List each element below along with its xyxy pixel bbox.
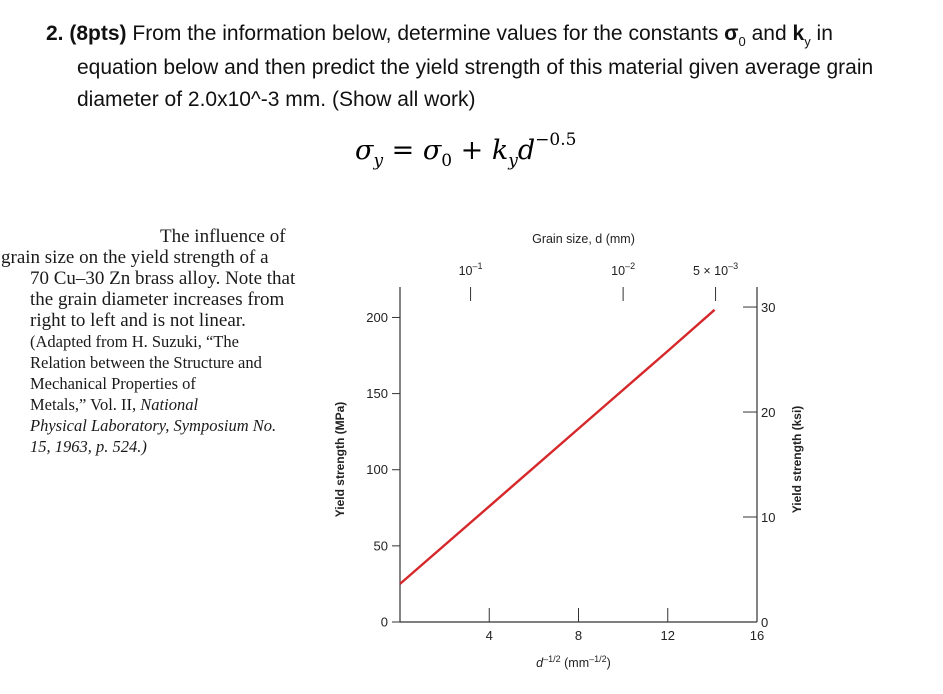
caption-line-3: 70 Cu–30 Zn brass alloy. Note that: [30, 268, 296, 289]
x-axis-label: $d^{-1/2}$ $(mm^{-1/2})$: [536, 654, 611, 670]
eq-lhs-sub: y: [373, 151, 384, 171]
caption-line-8: Mechanical Properties of: [30, 374, 196, 393]
eq-k-sub: y: [508, 151, 518, 171]
top-tick-label-2: $5 \times 10^{-3}$: [692, 261, 739, 278]
eq-lhs: σ: [355, 135, 374, 166]
y-tick-label-mpa-2: 100: [366, 462, 388, 478]
caption-line-5: right to left and is not linear.: [30, 310, 246, 331]
y-axis-label-left: Yield strength (MPa): [333, 401, 347, 518]
y-tick-label-ksi-2: 20: [761, 405, 776, 421]
sigma-subscript: 0: [738, 34, 746, 49]
eq-sigma0-sub: 0: [441, 151, 453, 171]
eq-plus-k: + k: [452, 135, 509, 166]
eq-exponent: −0.5: [535, 130, 577, 150]
caption-line-7: Relation between the Structure and: [30, 353, 262, 372]
y-tick-label-mpa-1: 50: [373, 538, 388, 554]
caption-line-10: Physical Laboratory, Symposium No.: [30, 416, 277, 435]
eq-d: d: [517, 135, 536, 166]
sigma-symbol: σ: [724, 22, 739, 45]
caption-line-11: 15, 1963, p. 524.): [30, 437, 147, 456]
question-text-1: From the information below, determine values for the constants: [126, 22, 725, 45]
y-tick-label-ksi-3: 30: [761, 300, 776, 316]
and-word: and: [745, 22, 793, 45]
question-line-3: diameter of 2.0x10^-3 mm. (Show all work): [77, 88, 476, 111]
x-tick-label-4: 16: [749, 628, 765, 643]
k-symbol: k: [792, 22, 805, 45]
top-axis-label: Grain size, d (mm): [532, 232, 635, 246]
series-line-0: [400, 310, 715, 584]
caption-line-6: (Adapted from H. Suzuki, “The: [30, 332, 239, 351]
y-tick-label-ksi-1: 10: [761, 510, 776, 526]
caption-line-9-italic: National: [140, 395, 199, 414]
k-subscript: y: [804, 34, 811, 49]
in-word: in: [810, 22, 833, 45]
caption-line-1: The influence of: [160, 226, 286, 247]
question-points: (8pts): [69, 22, 127, 45]
caption-line-2: grain size on the yield strength of a: [1, 247, 269, 268]
caption-line-9-text: Metals,” Vol. II,: [30, 395, 141, 414]
eq-equals-sigma: = σ: [383, 135, 442, 166]
x-tick-label-2: 8: [574, 628, 583, 643]
y-tick-label-mpa-4: 200: [366, 309, 388, 325]
y-tick-label-mpa-3: 150: [366, 386, 388, 402]
top-tick-label-0: $10^{-1}$: [458, 261, 483, 278]
y-axis-label-right: Yield strength (ksi): [790, 405, 804, 514]
y-tick-label-mpa-0: 0: [380, 614, 388, 630]
x-tick-label-3: 12: [660, 628, 675, 643]
caption-line-4: the grain diameter increases from: [30, 289, 285, 310]
y-tick-label-ksi-0: 0: [761, 615, 769, 630]
top-tick-label-1: $10^{-2}$: [611, 261, 636, 278]
question-line-2: equation below and then predict the yield strength of this material given average grain: [77, 56, 874, 79]
question-number: 2.: [46, 22, 64, 45]
x-tick-label-1: 4: [485, 628, 493, 643]
